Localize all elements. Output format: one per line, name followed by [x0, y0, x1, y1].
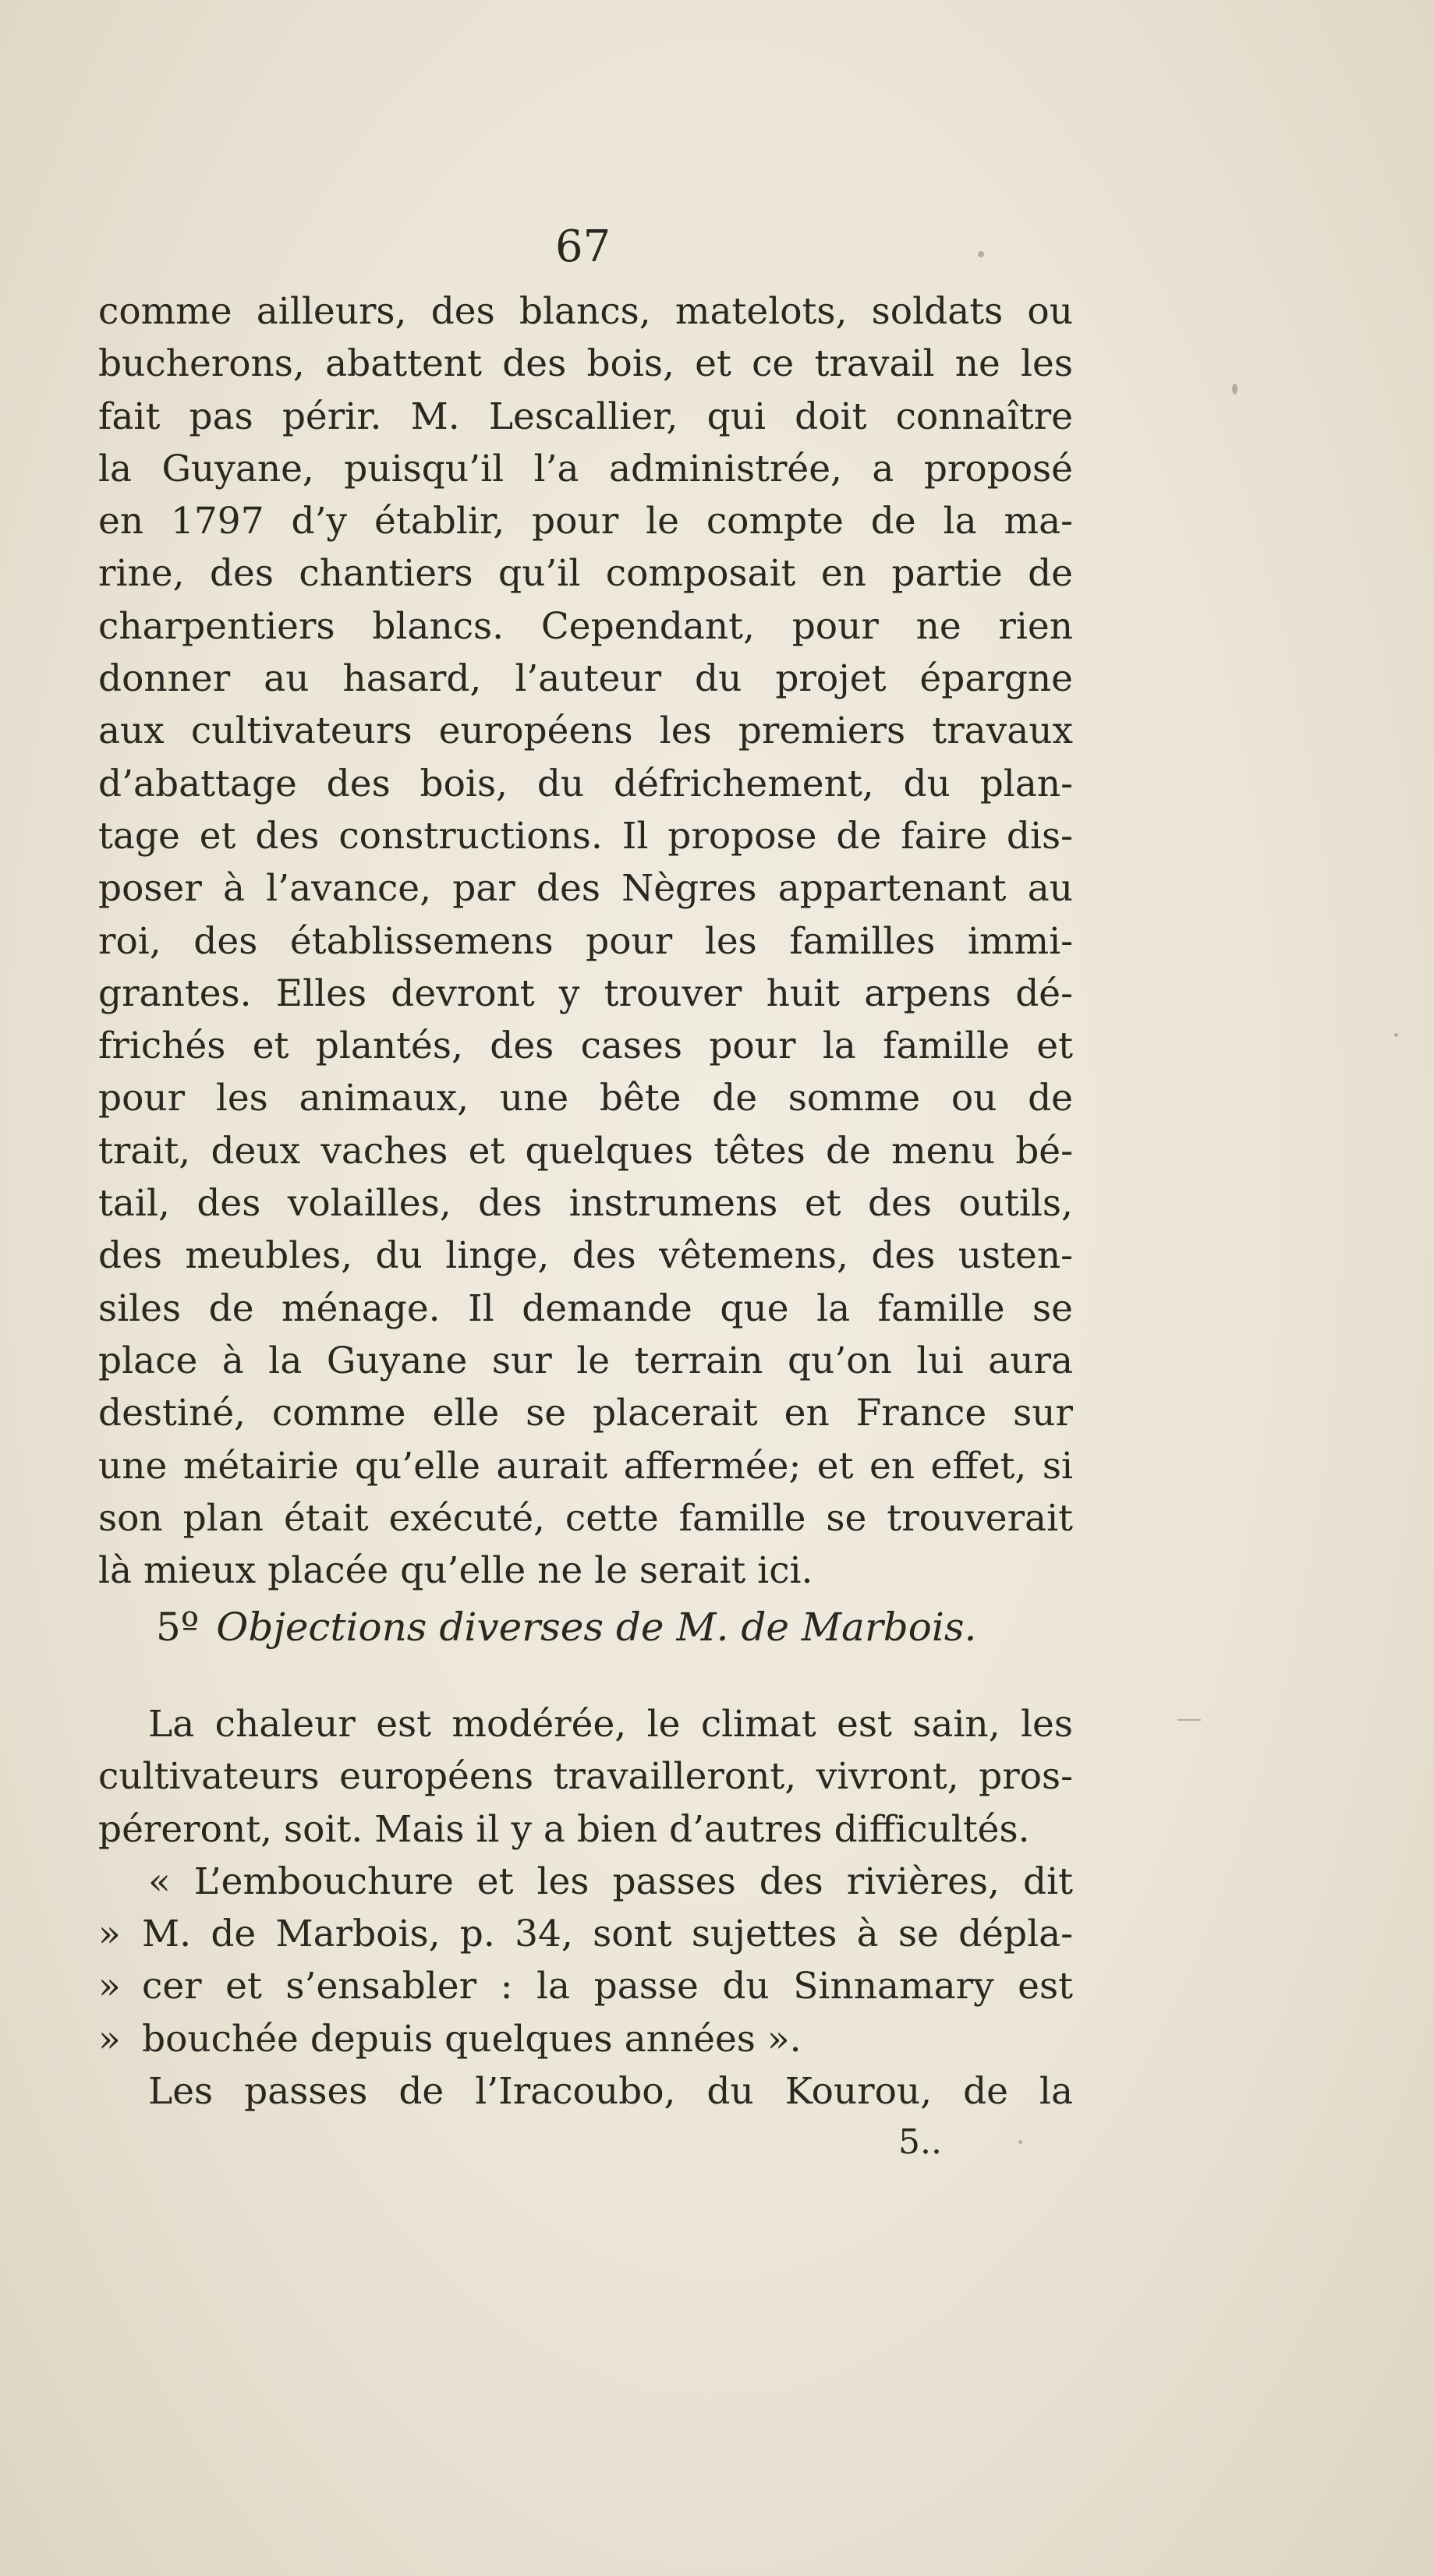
text-line: une métairie qu’elle aurait affermée; et en effet, si	[98, 1444, 1073, 1488]
text-line: grantes. Elles devront y trouver huit arpens dé-	[98, 971, 1073, 1015]
quote-text: M. de Marbois, p. 34, sont sujettes à se dépla-	[142, 1913, 1073, 1956]
text-line: des meubles, du linge, des vêtemens, des usten-	[98, 1234, 1073, 1278]
text-line: en 1797 d’y établir, pour le compte de la ma-	[98, 500, 1073, 543]
text-line: Les passes de l’Iracoubo, du Kourou, de la	[148, 2070, 1073, 2114]
quote-mark: »	[98, 1965, 121, 2008]
text-line: destiné, comme elle se placerait en France sur	[98, 1392, 1073, 1435]
text-line: son plan était exécuté, cette famille se trouverait	[98, 1496, 1073, 1540]
text-line: charpentiers blancs. Cependant, pour ne rien	[98, 604, 1073, 648]
quote-text: cer et s’ensabler : la passe du Sinnamary est	[142, 1965, 1073, 2008]
text-line: La chaleur est modérée, le climat est sain, les	[148, 1703, 1073, 1746]
text-line: la Guyane, puisqu’il l’a administrée, a proposé	[98, 447, 1073, 490]
text-line: roi, des établissemens pour les familles immi-	[98, 919, 1073, 963]
paper-speck	[1232, 384, 1237, 395]
quote-line	[98, 1908, 1073, 1960]
text-line: rine, des chantiers qu’il composait en partie de	[98, 552, 1073, 596]
text-line: d’abattage des bois, du défrichement, du plan-	[98, 762, 1073, 805]
paper-speck	[1394, 1033, 1398, 1037]
text-line: siles de ménage. Il demande que la famille se	[98, 1286, 1073, 1330]
quote-line: « L’embouchure et les passes des rivières, dit	[148, 1859, 1073, 1903]
text-line: là mieux placée qu’elle ne le serait ici.	[98, 1549, 813, 1593]
text-line: frichés et plantés, des cases pour la famille et	[98, 1024, 1073, 1068]
paper-speck	[1018, 2140, 1022, 2144]
text-line: fait pas périr. M. Lescallier, qui doit connaître	[98, 395, 1073, 438]
page-number: 67	[555, 221, 611, 272]
paragraph-objections	[98, 1698, 1073, 2118]
section-heading	[156, 1596, 1014, 1658]
text-line: comme ailleurs, des blancs, matelots, soldats ou	[98, 290, 1073, 333]
paper-speck	[1177, 1719, 1201, 1721]
paper-speck	[978, 251, 984, 257]
text-line: poser à l’avance, par des Nègres appartenant au	[98, 867, 1073, 911]
text-line: donner au hasard, l’auteur du projet épargne	[98, 657, 1073, 701]
text-line: cultivateurs européens travailleront, vivront, pros-	[98, 1755, 1073, 1799]
paragraph-lescallier	[98, 285, 1073, 1597]
quote-line	[98, 1960, 1073, 2012]
text-line: tail, des volailles, des instrumens et des outils,	[98, 1182, 1073, 1226]
text-line: place à la Guyane sur le terrain qu’on lui aura	[98, 1339, 1073, 1382]
quote-text: bouchée depuis quelques années ».	[142, 2017, 802, 2061]
text-line: bucherons, abattent des bois, et ce travail ne les	[98, 342, 1073, 386]
text-line: pour les animaux, une bête de somme ou de	[98, 1077, 1073, 1120]
quote-mark: »	[98, 2017, 121, 2061]
section-number: 5º	[156, 1605, 200, 1650]
text-line: péreront, soit. Mais il y a bien d’autres difficultés.	[98, 1807, 1030, 1851]
quote-mark: »	[98, 1913, 121, 1956]
section-title: Objections diverses de M. de Marbois.	[216, 1605, 977, 1650]
quote-line	[98, 2013, 1073, 2065]
text-line: aux cultivateurs européens les premiers travaux	[98, 709, 1073, 753]
text-line: tage et des constructions. Il propose de faire dis-	[98, 814, 1073, 858]
text-line: trait, deux vaches et quelques têtes de menu bé-	[98, 1129, 1073, 1173]
signature-mark: 5..	[898, 2122, 942, 2162]
